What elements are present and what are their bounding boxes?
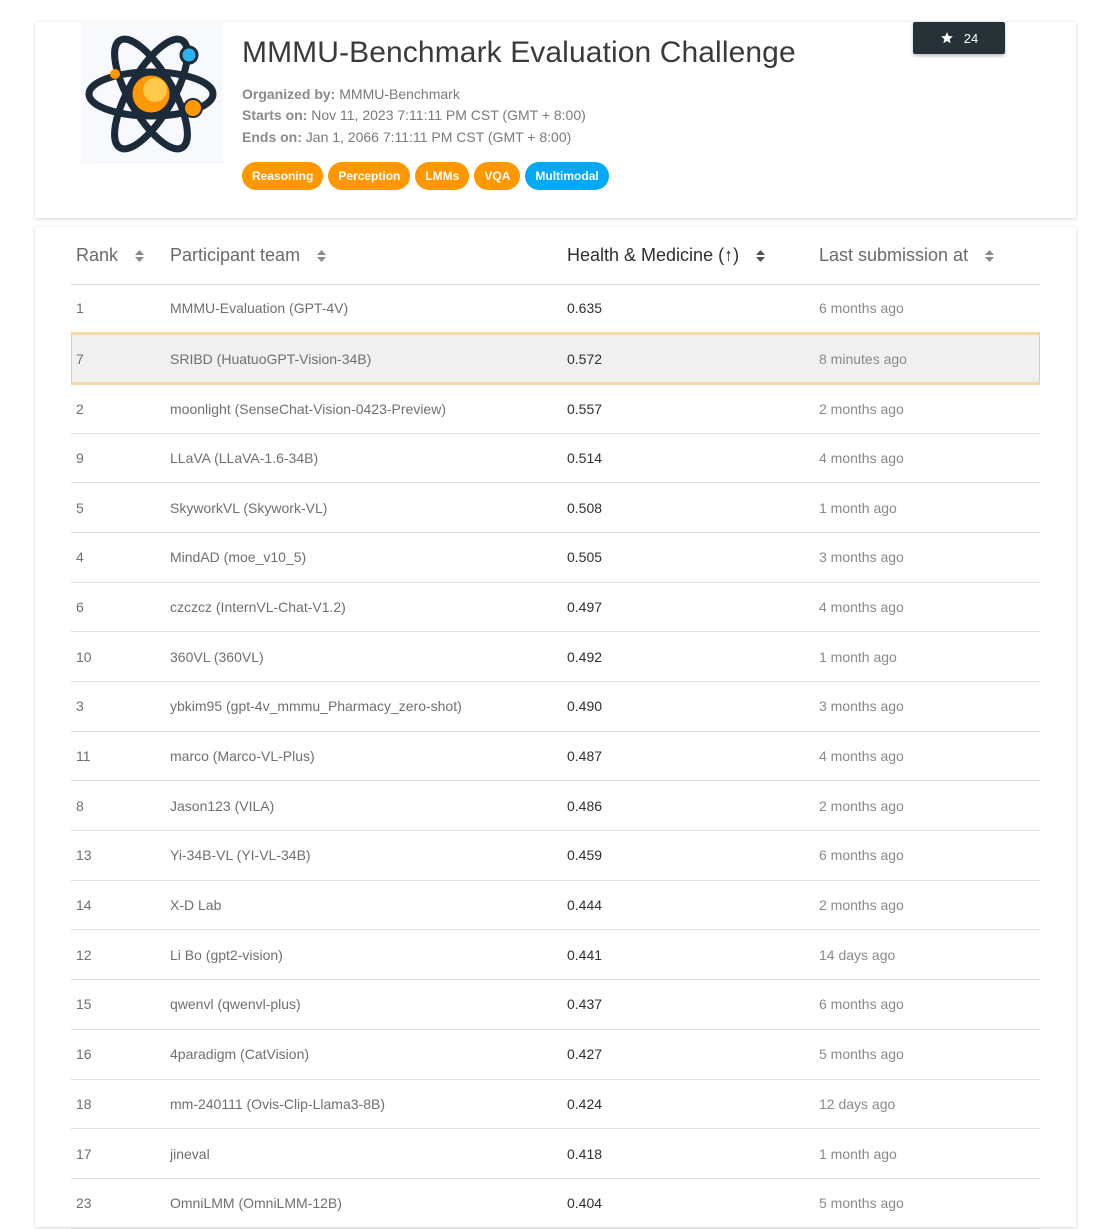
column-header-rank[interactable] — [71, 227, 165, 284]
team-cell: OmniLMM (OmniLMM-12B) — [165, 1178, 562, 1228]
rank-cell: 3 — [71, 682, 165, 732]
table-row — [71, 284, 1040, 334]
score-cell: 0.404 — [562, 1178, 814, 1228]
score-cell: 0.514 — [562, 433, 814, 483]
challenge-title: MMMU-Benchmark Evaluation Challenge — [242, 36, 796, 69]
end-label: Ends on: — [242, 129, 302, 145]
start-label: Starts on: — [242, 107, 308, 123]
table-row — [71, 880, 1040, 930]
team-cell: Li Bo (gpt2-vision) — [165, 930, 562, 980]
rank-cell: 8 — [71, 781, 165, 831]
organizer-name: MMMU-Benchmark — [339, 86, 460, 102]
team-cell: 4paradigm (CatVision) — [165, 1029, 562, 1079]
tag-vqa[interactable]: VQA — [474, 162, 520, 190]
column-label-last: Last submission at — [819, 244, 969, 265]
rank-cell: 18 — [71, 1079, 165, 1129]
table-row — [71, 1029, 1040, 1079]
team-cell: moonlight (SenseChat-Vision-0423-Preview) — [165, 383, 562, 433]
rank-cell: 13 — [71, 831, 165, 881]
score-cell: 0.635 — [562, 284, 814, 334]
table-row — [71, 781, 1040, 831]
rank-cell: 17 — [71, 1129, 165, 1179]
tag-reasoning[interactable]: Reasoning — [242, 162, 323, 190]
start-date-line — [242, 107, 586, 123]
star-count: 24 — [963, 30, 979, 46]
sort-icon[interactable] — [135, 250, 144, 262]
organizer-line — [242, 86, 460, 102]
team-cell: qwenvl (qwenvl-plus) — [165, 980, 562, 1030]
team-cell: MMMU-Evaluation (GPT-4V) — [165, 284, 562, 334]
tag-multimodal[interactable]: Multimodal — [525, 162, 608, 190]
team-cell: LLaVA (LLaVA-1.6-34B) — [165, 433, 562, 483]
team-cell: 360VL (360VL) — [165, 632, 562, 682]
last-submission-cell: 4 months ago — [814, 433, 1040, 483]
rank-cell: 2 — [71, 383, 165, 433]
score-cell: 0.418 — [562, 1129, 814, 1179]
last-submission-cell: 3 months ago — [814, 532, 1040, 582]
tag-lmms[interactable]: LMMs — [415, 162, 469, 190]
rank-cell: 16 — [71, 1029, 165, 1079]
end-date: Jan 1, 2066 7:11:11 PM CST (GMT + 8:00) — [305, 129, 572, 145]
score-cell: 0.557 — [562, 383, 814, 433]
last-submission-cell: 4 months ago — [814, 582, 1040, 632]
last-submission-cell: 5 months ago — [814, 1178, 1040, 1228]
rank-cell: 5 — [71, 483, 165, 533]
score-cell: 0.492 — [562, 632, 814, 682]
team-cell: mm-240111 (Ovis-Clip-Llama3-8B) — [165, 1079, 562, 1129]
score-cell: 0.437 — [562, 980, 814, 1030]
column-label-rank: Rank — [76, 244, 119, 265]
table-row — [71, 532, 1040, 582]
score-cell: 0.497 — [562, 582, 814, 632]
rank-cell: 23 — [71, 1178, 165, 1228]
sort-icon[interactable] — [317, 250, 326, 262]
table-row — [71, 582, 1040, 632]
leaderboard-card — [35, 227, 1076, 1227]
star-button[interactable] — [913, 22, 1005, 54]
last-submission-cell: 1 month ago — [814, 483, 1040, 533]
table-row — [71, 632, 1040, 682]
rank-cell: 7 — [71, 334, 165, 384]
score-cell: 0.459 — [562, 831, 814, 881]
table-row — [71, 1129, 1040, 1179]
column-label-team: Participant team — [170, 244, 301, 265]
score-cell: 0.486 — [562, 781, 814, 831]
team-cell: X-D Lab — [165, 880, 562, 930]
table-row — [71, 483, 1040, 533]
table-row — [71, 831, 1040, 881]
team-cell: ybkim95 (gpt-4v_mmmu_Pharmacy_zero-shot) — [165, 682, 562, 732]
table-row — [71, 731, 1040, 781]
rank-cell: 10 — [71, 632, 165, 682]
table-row — [71, 1178, 1040, 1228]
table-row — [71, 980, 1040, 1030]
leaderboard-table — [71, 227, 1040, 1229]
last-submission-cell: 5 months ago — [814, 1029, 1040, 1079]
start-date: Nov 11, 2023 7:11:11 PM CST (GMT + 8:00) — [311, 107, 586, 123]
leaderboard-header-row — [71, 227, 1040, 284]
challenge-header — [35, 22, 1076, 218]
rank-cell: 11 — [71, 731, 165, 781]
organizer-label: Organized by: — [242, 86, 336, 102]
column-header-health-medicine[interactable] — [562, 227, 814, 284]
column-label-score: Health & Medicine (↑) — [567, 244, 740, 265]
table-row — [71, 682, 1040, 732]
last-submission-cell: 12 days ago — [814, 1079, 1040, 1129]
table-row — [71, 930, 1040, 980]
last-submission-cell: 1 month ago — [814, 632, 1040, 682]
last-submission-cell: 6 months ago — [814, 831, 1040, 881]
team-cell: marco (Marco-VL-Plus) — [165, 731, 562, 781]
team-cell: Jason123 (VILA) — [165, 781, 562, 831]
last-submission-cell: 8 minutes ago — [814, 334, 1040, 384]
table-row — [71, 433, 1040, 483]
last-submission-cell: 4 months ago — [814, 731, 1040, 781]
score-cell: 0.444 — [562, 880, 814, 930]
rank-cell: 1 — [71, 284, 165, 334]
tag-perception[interactable]: Perception — [328, 162, 410, 190]
column-header-last-submission[interactable] — [814, 227, 1040, 284]
last-submission-cell: 2 months ago — [814, 383, 1040, 433]
column-header-team[interactable] — [165, 227, 562, 284]
challenge-logo — [81, 22, 223, 164]
score-cell: 0.487 — [562, 731, 814, 781]
tag-list — [242, 162, 609, 190]
sort-icon[interactable] — [985, 250, 994, 262]
score-cell: 0.441 — [562, 930, 814, 980]
score-cell: 0.424 — [562, 1079, 814, 1129]
score-cell: 0.508 — [562, 483, 814, 533]
last-submission-cell: 3 months ago — [814, 682, 1040, 732]
team-cell: Yi-34B-VL (YI-VL-34B) — [165, 831, 562, 881]
rank-cell: 6 — [71, 582, 165, 632]
last-submission-cell: 6 months ago — [814, 980, 1040, 1030]
sort-icon[interactable] — [756, 250, 765, 262]
rank-cell: 4 — [71, 532, 165, 582]
rank-cell: 14 — [71, 880, 165, 930]
last-submission-cell: 2 months ago — [814, 880, 1040, 930]
last-submission-cell: 1 month ago — [814, 1129, 1040, 1179]
table-row — [71, 1079, 1040, 1129]
rank-cell: 15 — [71, 980, 165, 1030]
last-submission-cell: 2 months ago — [814, 781, 1040, 831]
score-cell: 0.572 — [562, 334, 814, 384]
table-row — [71, 383, 1040, 433]
team-cell: SRIBD (HuatuoGPT-Vision-34B) — [165, 334, 562, 384]
last-submission-cell: 6 months ago — [814, 284, 1040, 334]
star-icon — [940, 31, 954, 45]
table-row-highlighted — [71, 334, 1040, 384]
rank-cell: 9 — [71, 433, 165, 483]
last-submission-cell: 14 days ago — [814, 930, 1040, 980]
score-cell: 0.427 — [562, 1029, 814, 1079]
end-date-line — [242, 129, 571, 145]
team-cell: jineval — [165, 1129, 562, 1179]
team-cell: SkyworkVL (Skywork-VL) — [165, 483, 562, 533]
score-cell: 0.505 — [562, 532, 814, 582]
team-cell: MindAD (moe_v10_5) — [165, 532, 562, 582]
team-cell: czczcz (InternVL-Chat-V1.2) — [165, 582, 562, 632]
score-cell: 0.490 — [562, 682, 814, 732]
atom-logo-icon — [81, 22, 223, 164]
rank-cell: 12 — [71, 930, 165, 980]
